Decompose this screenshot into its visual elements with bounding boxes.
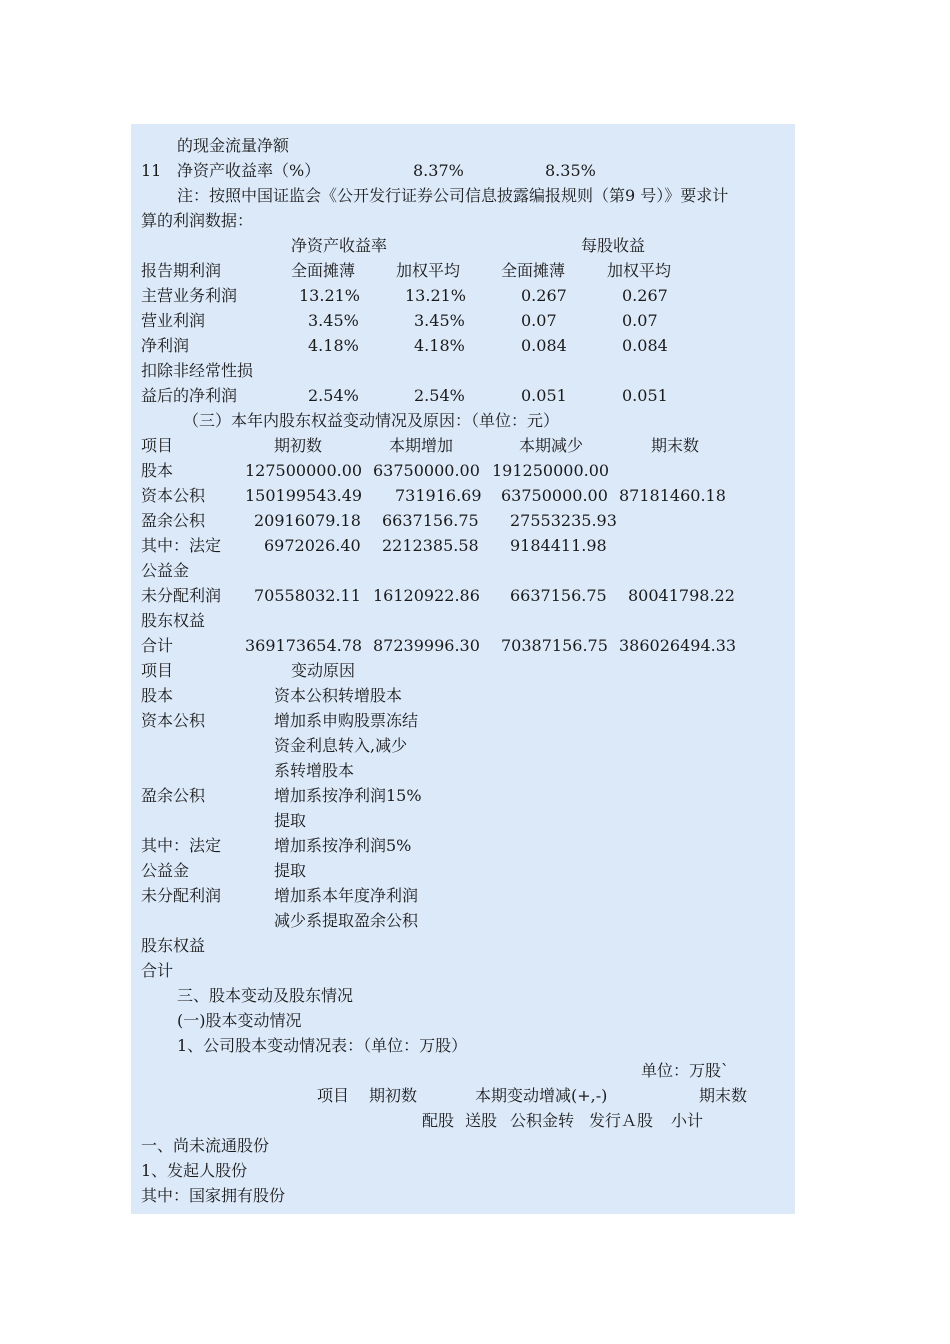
roe-row-label: 净利润 [141,336,190,355]
reason-header: 变动原因 [291,661,356,680]
roe-cell: 0.051 [622,386,668,405]
roe-sub-header: 全面摊薄 [501,261,566,280]
equity-cell: 70558032.11 [254,586,361,605]
equity-cell: 63750000.00 [373,461,480,480]
equity-cell: 2212385.58 [382,536,479,555]
equity-cell: 6637156.75 [382,511,479,530]
equity-cell: 87239996.30 [373,636,480,655]
note-line: 注：按照中国证监会《公开发行证券公司信息披露编报规则（第9 号）》要求计 [177,186,729,205]
share-row-label: 一、尚未流通股份 [141,1136,270,1155]
intro-line: 的现金流量净额 [177,136,290,155]
equity-cell: 731916.69 [395,486,482,505]
equity-row-label: 股东权益 [141,611,206,630]
roe-sub-header: 加权平均 [396,261,461,280]
equity-row-label: 未分配利润 [141,586,222,605]
share-sub-header: 配股 [422,1111,455,1130]
item-label: 净资产收益率（%） [177,161,321,180]
equity-cell: 70387156.75 [501,636,608,655]
reason-text: 增加系按净利润5% [274,836,412,855]
roe-cell: 2.54% [308,386,359,405]
roe-group-header: 净资产收益率 [291,236,388,255]
equity-cell: 87181460.18 [619,486,726,505]
equity-cell: 191250000.00 [492,461,610,480]
roe-cell: 4.18% [308,336,359,355]
section-title: （三）本年内股东权益变动情况及原因：（单位：元） [183,411,560,430]
item-value-1: 8.37% [413,161,464,180]
equity-row-label: 盈余公积 [141,511,206,530]
item-value-2: 8.35% [545,161,596,180]
section-subheading: (一)股本变动情况 [177,1011,302,1030]
reason-label: 资本公积 [141,711,206,730]
equity-cell: 16120922.86 [373,586,480,605]
roe-row-label: 扣除非经常性损 [141,361,254,380]
roe-cell: 0.267 [622,286,668,305]
equity-cell: 6637156.75 [510,586,607,605]
roe-cell: 3.45% [414,311,465,330]
reason-text: 提取 [274,811,307,830]
roe-sub-header: 全面摊薄 [291,261,356,280]
reason-text: 系转增股本 [274,761,355,780]
equity-header: 期末数 [651,436,700,455]
reason-label: 未分配利润 [141,886,222,905]
reason-label: 盈余公积 [141,786,206,805]
equity-row-label: 合计 [141,636,174,655]
reason-label: 股东权益 [141,936,206,955]
equity-cell: 9184411.98 [510,536,607,555]
roe-row-label: 益后的净利润 [141,386,238,405]
table-title: 1、公司股本变动情况表：（单位：万股） [177,1036,468,1055]
roe-cell: 0.084 [521,336,567,355]
share-row-label: 其中：国家拥有股份 [141,1186,286,1205]
equity-cell: 6972026.40 [264,536,361,555]
roe-cell: 3.45% [308,311,359,330]
equity-row-label: 其中：法定 [141,536,222,555]
roe-cell: 0.07 [622,311,658,330]
equity-cell: 150199543.49 [245,486,363,505]
equity-cell: 386026494.33 [619,636,737,655]
equity-row-label: 公益金 [141,561,190,580]
note-line: 算的利润数据： [141,211,254,230]
roe-sub-header: 加权平均 [607,261,672,280]
section-heading: 三、股本变动及股东情况 [177,986,354,1005]
share-header-end: 期末数 [699,1086,748,1105]
roe-cell: 2.54% [414,386,465,405]
equity-cell: 127500000.00 [245,461,363,480]
roe-cell: 0.051 [521,386,567,405]
document-page [131,124,795,1214]
share-sub-header: 公积金转 [510,1111,575,1130]
share-sub-header: 小计 [671,1111,704,1130]
share-header-begin: 期初数 [369,1086,418,1105]
roe-cell: 0.267 [521,286,567,305]
roe-cell: 0.07 [521,311,557,330]
equity-row-label: 股本 [141,461,174,480]
reason-text: 减少系提取盈余公积 [274,911,419,930]
roe-row-header: 报告期利润 [141,261,222,280]
roe-cell: 13.21% [405,286,467,305]
equity-header: 期初数 [274,436,323,455]
share-sub-header: 发行Ａ股 [589,1111,654,1130]
roe-cell: 13.21% [299,286,361,305]
reason-text: 资金利息转入,减少 [274,736,408,755]
roe-row-label: 营业利润 [141,311,206,330]
reason-text: 资本公积转增股本 [274,686,403,705]
roe-cell: 4.18% [414,336,465,355]
reason-text: 增加系按净利润15% [274,786,422,805]
share-sub-header: 送股 [465,1111,498,1130]
share-header-change: 本期变动增减(+,-) [475,1086,608,1105]
reason-label: 股本 [141,686,174,705]
equity-header: 项目 [141,436,174,455]
equity-cell: 80041798.22 [628,586,735,605]
equity-header: 本期减少 [519,436,584,455]
reason-label: 合计 [141,961,174,980]
eps-group-header: 每股收益 [581,236,646,255]
roe-row-label: 主营业务利润 [141,286,238,305]
reason-label: 公益金 [141,861,190,880]
reason-text: 提取 [274,861,307,880]
item-number: 11 [141,161,162,180]
reason-header: 项目 [141,661,174,680]
unit-label: 单位：万股` [641,1061,730,1080]
reason-text: 增加系申购股票冻结 [274,711,419,730]
share-header-item: 项目 [317,1086,350,1105]
equity-cell: 27553235.93 [510,511,617,530]
equity-header: 本期增加 [389,436,454,455]
equity-cell: 63750000.00 [501,486,608,505]
equity-cell: 20916079.18 [254,511,361,530]
reason-text: 增加系本年度净利润 [274,886,419,905]
share-row-label: 1、发起人股份 [141,1161,248,1180]
roe-cell: 0.084 [622,336,668,355]
reason-label: 其中：法定 [141,836,222,855]
equity-row-label: 资本公积 [141,486,206,505]
equity-cell: 369173654.78 [245,636,363,655]
